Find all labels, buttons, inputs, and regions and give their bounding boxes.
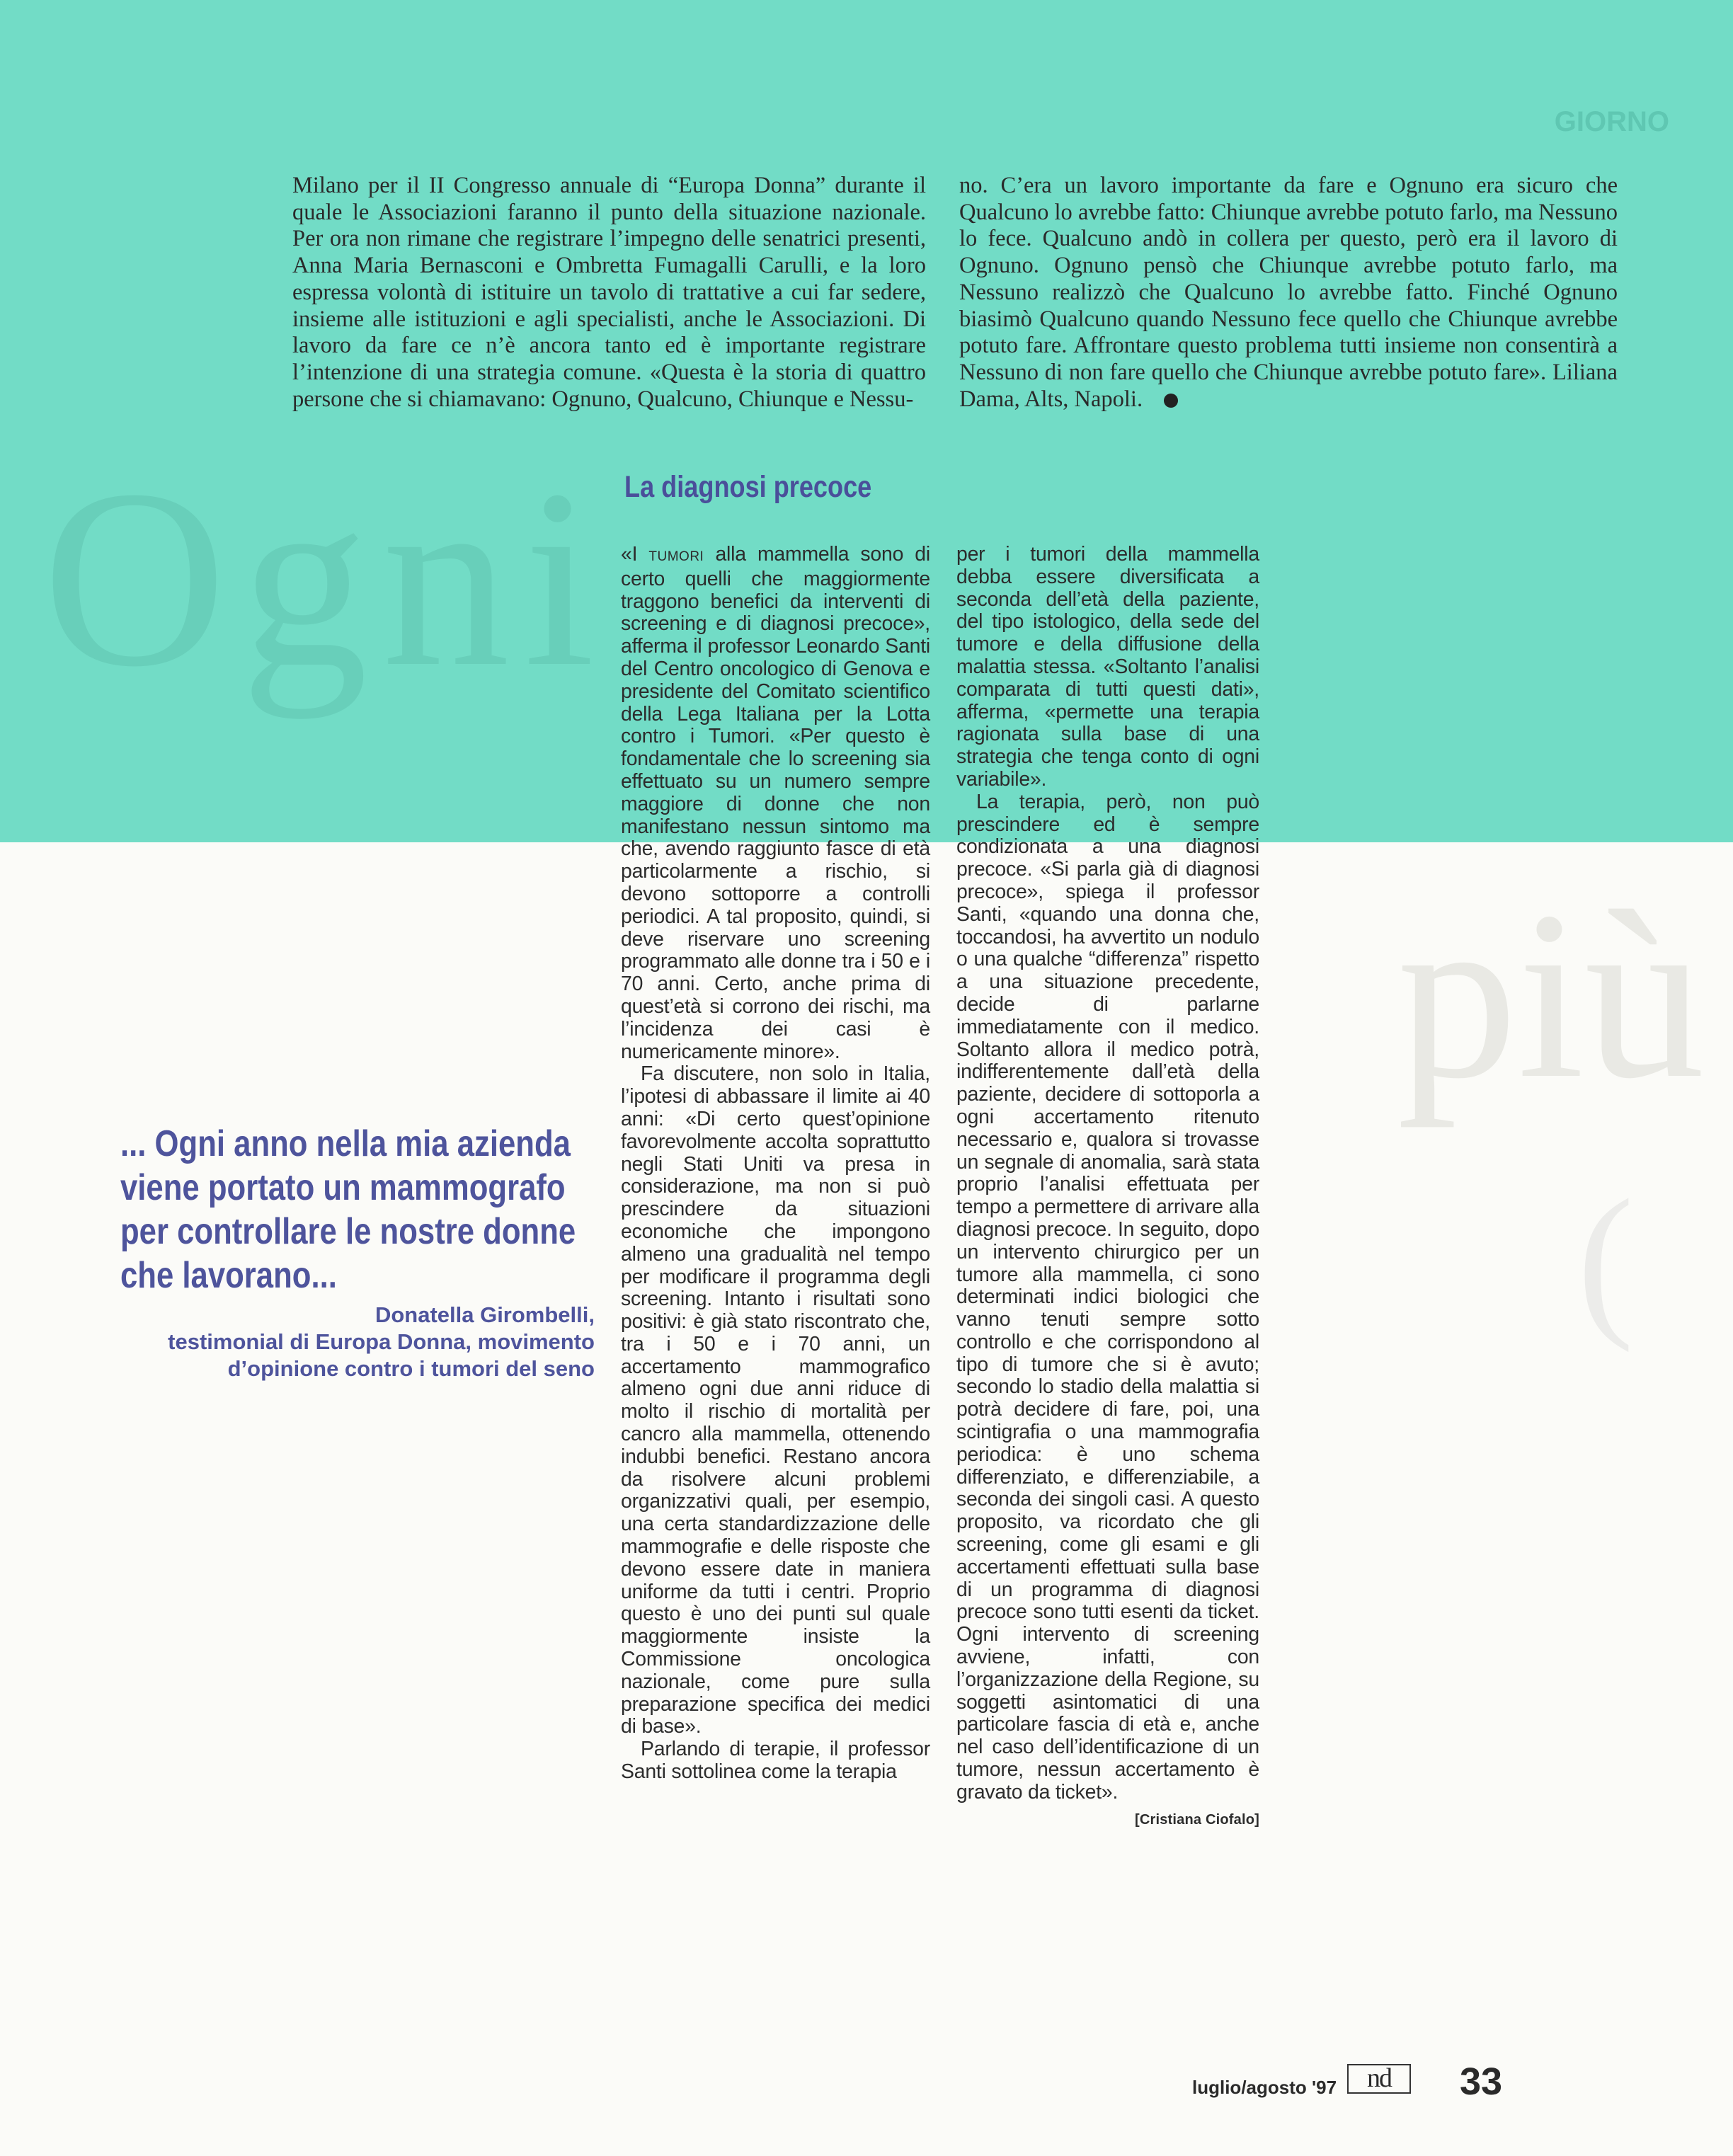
article-paragraph: per i tumori della mammella debba essere diversificata a seconda dell’età della paziente, del tipo istologico, della sede del tumore e della diffusione della malattia stessa. «Soltanto l’analisi comparata di tutti questi dati», afferma, «permette una terapia ragionata sulla base di una strategia che tenga conto di ogni variabile».: [956, 543, 1259, 791]
article-paragraph: [956, 790, 1259, 1828]
pull-quote-attribution: [120, 1302, 595, 1382]
article-paragraph: Parlando di terapie, il professor Santi sottolinea come la terapia: [621, 1738, 930, 1784]
background-ghost-text-right: più: [1397, 861, 1705, 1128]
paragraph-rest: alla mammella sono di certo quelli che maggiormente traggono benefici da interventi di screening e di diagnosi precoce», afferma il professor Leonardo Santi del Centro oncologico di Genova e presidente del Comitato scientifico della Lega Italiana per la Lotta contro i Tumori. «Per questo è fondamentale che lo screening sia effettuato su un numero sempre maggiore di donne che non manifestano nessun sintomo ma che, avendo raggiunto fasce di età particolarmente a rischio, si devono sottoporre a controlli periodici. A tal proposito, quindi, si deve riservare uno screening programmato alle donne tra i 50 e i 70 anni. Certo, anche prima di quest’età si corrono dei rischi, ma l’incidenza dei casi è numericamente minore».: [621, 543, 930, 1063]
pull-quote-name: Donatella Girombelli,: [374, 1302, 595, 1327]
end-of-article-bullet-icon: [1164, 394, 1178, 408]
intro-column-left: Milano per il II Congresso annuale di “Europa Donna” durante il quale le Associazioni faranno il punto della situazione nazionale. Per ora non rimane che registrare l’impegno delle senatrici presenti, Anna Maria Bernasconi e Ombretta Fumagalli Carulli, e la loro espressa volontà di istituire un tavolo di trattative a cui far sedere, insieme alle istituzioni e agli specialisti, anche le Associazioni. Di lavoro da fare ce n’è ancora tanto ed è importante registrare l’intenzione di una strategia comune. «Questa è la storia di quattro persone che si chiamavano: Ognuno, Qualcuno, Chiunque e Nessu-: [292, 173, 926, 412]
background-ghost-paren: (: [1577, 1164, 1634, 1353]
article-paragraph: Fa discutere, non solo in Italia, l’ipotesi di abbassare il limite ai 40 anni: «Di certo quest’opinione favorevolmente accolta soprattutto negli Stati Uniti va presa in considerazione, ma non si può prescindere da situazioni economiche che impongono almeno una gradualità nel tempo per modificare il programma degli screening. Intanto i risultati sono positivi: è già stato riscontrato che, tra i 50 e i 70 anni, un accertamento mammografico almeno ogni due anni riduce di molto il rischio di mortalità per cancro alla mammella, ottenendo indubbi benefici. Restano ancora da risolvere alcuni problemi organizzativi quali, per esempio, una certa standardizzazione delle mammografie e delle risposte che devono essere date in maniera uniforme da tutti i centri. Proprio questo è uno dei punti sul quale maggiormente insiste la Commissione oncologica nazionale, come pure sulla preparazione specifica dei medici di base».: [621, 1062, 930, 1738]
article-paragraph: [621, 544, 930, 1063]
article-column-1: [621, 544, 930, 1784]
issue-date: luglio/agosto '97: [1192, 2077, 1337, 2098]
article-heading: La diagnosi precoce: [624, 470, 872, 504]
drop-smallcaps-word: TUMORI: [648, 549, 704, 564]
intro-column-right-text: no. C’era un lavoro importante da fare e Ognuno era sicuro che Qualcuno lo avrebbe fatto: Chiunque avrebbe potuto farlo, ma Nessuno lo fece. Qualcuno andò in collera per questo, però era il lavoro di Ognuno. Ognuno pensò che Chiunque avrebbe potuto farlo, ma Nessuno realizzò che Qualcuno lo avrebbe fatto. Finché Ognuno biasimò Qualcuno quando Nessuno fece quello che Chiunque avrebbe potuto fare. Affrontare questo problema tutti insieme non consentirà a Nessuno di non fare quello che Chiunque avrebbe potuto fare». Liliana Dama, Alts, Napoli.: [959, 173, 1618, 412]
background-ghost-text-left: Ogni: [42, 437, 609, 719]
article-column-2: [956, 544, 1259, 1831]
magazine-logo: nd: [1347, 2064, 1411, 2094]
page-number: 33: [1460, 2060, 1503, 2103]
author-credit: [Cristiana Ciofalo]: [1134, 1811, 1259, 1828]
paragraph-open: «I: [621, 543, 649, 566]
pull-quote: [120, 1122, 595, 1382]
intro-column-right: [959, 173, 1618, 413]
pull-quote-text: ... Ogni anno nella mia azienda viene portato un mammografo per controllare le nostre donne che lavorano...: [120, 1123, 576, 1296]
background-ghost-text-top: GIORNO: [1554, 106, 1669, 137]
pull-quote-role: testimonial di Europa Donna, movimento d’opinione contro i tumori del seno: [168, 1329, 595, 1381]
paragraph-text: La terapia, però, non può prescindere ed è sempre condizionata a una diagnosi precoce. «Si parla già di diagnosi precoce», spiega il professor Santi, «quando una donna che, toccandosi, ha avvertito un nodulo o una qualche “differenza” rispetto a una situazione precedente, decide di parlarne immediatamente con il medico. Soltanto allora il medico potrà, indifferentemente dall’età della paziente, decidere di sottoporla a ogni accertamento ritenuto necessario e, qualora si trovasse un segnale di anomalia, sarà stata proprio l’analisi effettuata per tempo a permettere di arrivare alla diagnosi precoce. In seguito, dopo un intervento chirurgico per un tumore alla mammella, ci sono determinati indici biologici che vanno tenuti sempre sotto controllo e che corrispondono al tipo di tumore che si è avuto; secondo lo stadio della malattia si potrà decidere di fare, poi, una scintigrafia o una mammografia periodica: è uno schema differenziato, e differenziabile, a seconda dei singoli casi. A questo proposito, va ricordato che gli screening, come gli esami e gli accertamenti effettuati sulla base di un programma di diagnosi precoce sono tutti esenti da ticket. Ogni intervento di screening avviene, infatti, con l’organizzazione della Regione, su soggetti asintomatici di una particolare fascia di età e, anche nel caso dell’identificazione di un tumore, nessun accertamento è gravato da ticket».: [956, 790, 1259, 1804]
